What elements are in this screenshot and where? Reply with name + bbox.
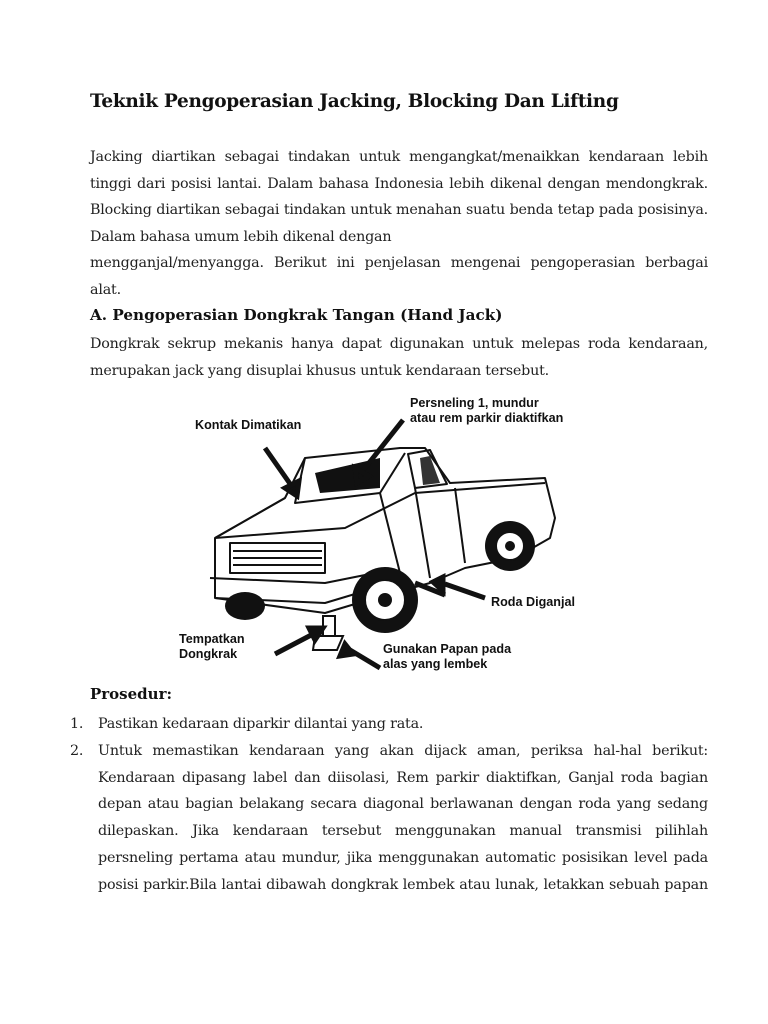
list-item [70,738,708,899]
prosedur-heading: Prosedur: [90,685,173,703]
prosedur-list [70,711,708,899]
truck-jacking-figure [175,388,595,683]
text-line: depan atau bagian belakang secara diagonal berlawanan dengan roda yang sedang [98,796,708,813]
list-number: 1. [70,716,84,732]
text-line: merupakan jack yang disuplai khusus untuk kendaraan tersebut. [90,362,549,379]
label-persneling-line1: Persneling 1, mundur [410,396,539,410]
list-number: 2. [70,742,84,759]
text-line: Untuk memastikan kendaraan yang akan dijack aman, periksa hal-hal berikut: [98,742,708,759]
text-line: Kendaraan dipasang label dan diisolasi, Rem parkir diaktifkan, Ganjal roda bagian [98,769,708,786]
text-line: tinggi dari posisi lantai. Dalam bahasa Indonesia lebih dikenal dengan mendongkrak. [90,175,708,192]
text-line: dilepaskan. Jika kendaraan tersebut menggunakan manual transmisi pilihlah [98,823,708,840]
text-line: Jacking diartikan sebagai tindakan untuk mengangkat/menaikkan kendaraan lebih [90,149,708,165]
page-title: Teknik Pengoperasian Jacking, Blocking Dan Lifting [90,91,619,112]
intro-paragraph [90,144,708,303]
label-persneling-line2: atau rem parkir diaktifkan [410,411,564,425]
text-line: Blocking diartikan sebagai tindakan untuk menahan suatu benda tetap pada posisinya. [90,202,708,218]
section-a-paragraph [90,331,708,384]
label-kontak-dimatikan: Kontak Dimatikan [195,418,302,432]
text-line: mengganjal/menyangga. Berikut ini penjelasan mengenai pengoperasian berbagai alat. [90,255,708,298]
label-papan-line1: Gunakan Papan pada [383,642,512,656]
text-line: Dalam bahasa umum lebih dikenal dengan [90,228,392,245]
label-roda-diganjal: Roda Diganjal [491,595,575,609]
text-line: Dongkrak sekrup mekanis hanya dapat digunakan untuk melepas roda kendaraan, [90,336,708,352]
text-line: Pastikan kedaraan diparkir dilantai yang rata. [98,716,424,732]
label-papan-line2: alas yang lembek [383,657,488,671]
label-tempatkan-line2: Dongkrak [179,647,238,661]
list-item [70,711,708,738]
text-line: posisi parkir.Bila lantai dibawah dongkrak lembek atau lunak, letakkan sebuah papan [98,876,708,893]
text-line: persneling pertama atau mundur, jika menggunakan automatic posisikan level pada [98,849,708,866]
section-heading: A. Pengoperasian Dongkrak Tangan (Hand Jack) [90,306,503,324]
label-tempatkan-line1: Tempatkan [179,632,245,646]
